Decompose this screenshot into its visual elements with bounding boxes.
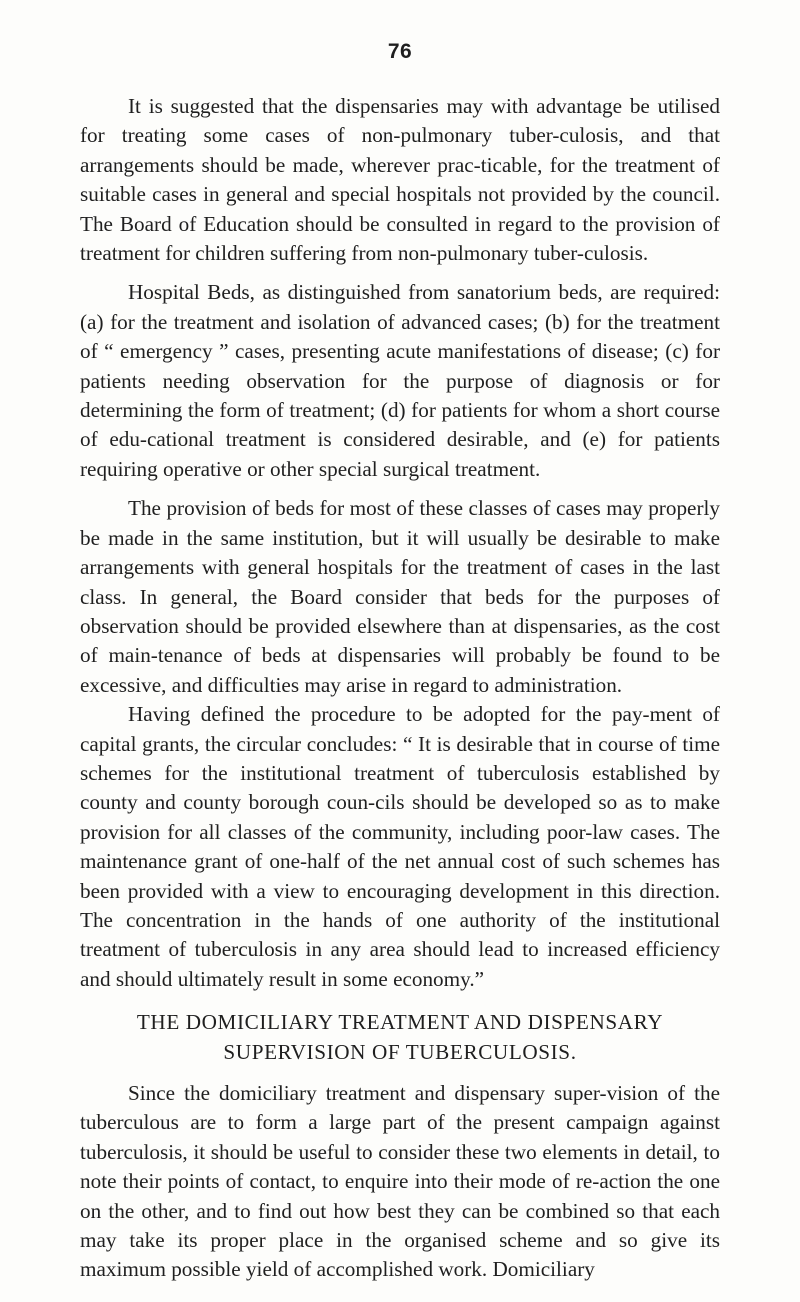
paragraph-dispensaries-non-pulmonary: It is suggested that the dispensaries may with advantage be utilised for treating some cases of non-pulmonary tuber-culosis, and that arrangements should be made, wherever prac-ticable, for the treatment of suitable cases in general and special hospitals not provided by the council. The Board of Education should be consulted in regard to the provision of treatment for children suffering from non-pulmonary tuber-culosis. bbox=[80, 94, 720, 266]
body-text bbox=[80, 92, 720, 1285]
paragraph-circular-conclusion: Having defined the procedure to be adopted for the pay-ment of capital grants, the circular concludes: “ It is desirable that in course of time schemes for the institutional treatment of tuberculosis established by county and county borough coun-cils should be developed so as to make provision for all classes of the community, including poor-law cases. The maintenance grant of one-half of the net annual cost of such schemes has been provided with a view to encouraging development in this direction. The concentration in the hands of one authority of the institutional treatment of tuberculosis in any area should lead to increased efficiency and should ultimately result in some economy.” bbox=[80, 702, 720, 991]
section-heading: THE DOMICILIARY TREATMENT AND DISPENSARY SUPERVISION OF TUBERCULOSIS. bbox=[136, 1010, 664, 1064]
paragraph-provision-of-beds: The provision of beds for most of these classes of cases may properly be made in the same institution, but it will usually be desirable to make arrangements with general hospitals for the treatment of cases in the last class. In general, the Board consider that beds for the purposes of observation should be provided elsewhere than at dispensaries, as the cost of main-tenance of beds at dispensaries will probably be found to be excessive, and difficulties may arise in regard to administration. bbox=[80, 496, 720, 697]
paragraph-hospital-beds: Hospital Beds, as distinguished from sanatorium beds, are required: (a) for the treatment and isolation of advanced cases; (b) for the treatment of “ emergency ” cases, presenting acute manifestations of disease; (c) for patients needing observation for the purpose of diagnosis or for determining the form of treatment; (d) for patients for whom a short course of edu-cational treatment is considered desirable, and (e) for patients requiring operative or other special surgical treatment. bbox=[80, 280, 720, 481]
paragraph-domiciliary-treatment: Since the domiciliary treatment and dispensary super-vision of the tuberculous are to form a large part of the present campaign against tuberculosis, it should be useful to consider these two elements in detail, to note their points of contact, to enquire into their mode of re-action the one on the other, and to find out how best they can be combined so that each may take its proper place in the organised scheme and so give its maximum possible yield of accomplished work. Domiciliary bbox=[80, 1081, 720, 1282]
page-number: 76 bbox=[387, 40, 413, 63]
